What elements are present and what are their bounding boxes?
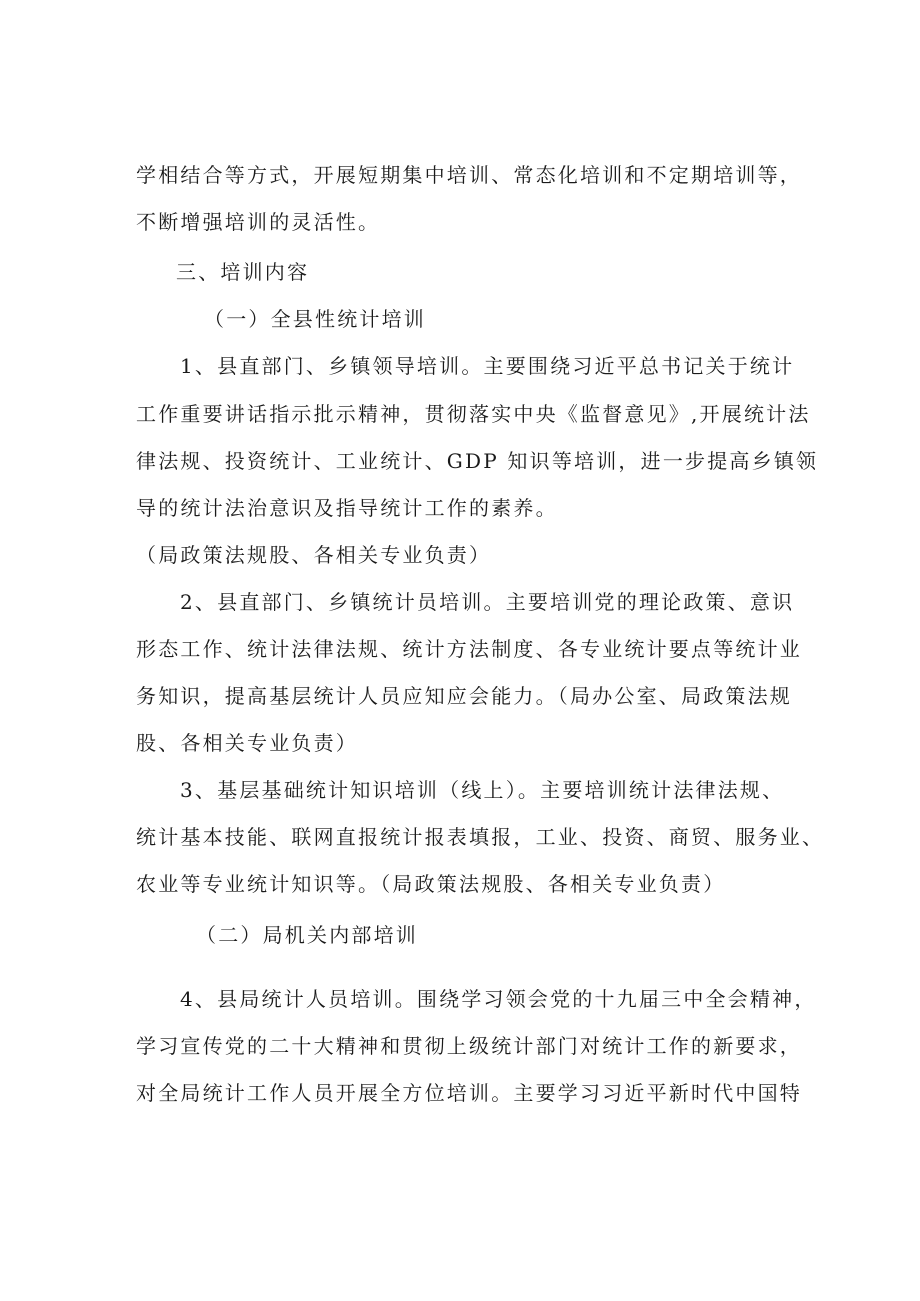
paragraph-line: 学习宣传党的二十大精神和贯彻上级统计部门对统计工作的新要求， [136, 1034, 802, 1058]
paragraph-line: 统计基本技能、联网直报统计报表填报，工业、投资、商贸、服务业、 [136, 825, 825, 849]
paragraph-line: 学相结合等方式，开展短期集中培训、常态化培训和不定期培训等， [136, 163, 802, 187]
paragraph-line: 形态工作、统计法律法规、统计方法制度、各专业统计要点等统计业 [136, 637, 802, 661]
paragraph-line: 工作重要讲话指示批示精神，贯彻落实中央《监督意见》,开展统计法 [136, 402, 811, 426]
paragraph-line: 4、县局统计人员培训。围绕学习领会党的十九届三中全会精神， [180, 987, 817, 1011]
responsibility-note: （局政策法规股、各相关专业负责） [136, 543, 492, 567]
paragraph-line: 导的统计法治意识及指导统计工作的素养。 [136, 496, 558, 520]
paragraph-line: 3、基层基础统计知识培训（线上）。主要培训统计法律法规、 [180, 778, 785, 802]
paragraph-line: 务知识，提高基层统计人员应知应会能力。（局办公室、局政策法规 [136, 684, 792, 708]
paragraph-line: 1、县直部门、乡镇领导培训。主要围绕习近平总书记关于统计 [180, 354, 795, 378]
subsection-heading: （一）全县性统计培训 [204, 307, 426, 331]
paragraph-line: 对全局统计工作人员开展全方位培训。主要学习习近平新时代中国特 [136, 1081, 802, 1105]
subsection-heading: （二）局机关内部培训 [196, 923, 418, 947]
paragraph-line: 股、各相关专业负责） [136, 731, 358, 755]
paragraph-line: 律法规、投资统计、工业统计、GDP 知识等培训，进一步提高乡镇领 [136, 449, 819, 473]
paragraph-line: 农业等专业统计知识等。（局政策法规股、各相关专业负责） [136, 872, 726, 896]
paragraph-line: 不断增强培训的灵活性。 [136, 210, 381, 234]
section-heading: 三、培训内容 [176, 260, 310, 284]
paragraph-line: 2、县直部门、乡镇统计员培训。主要培训党的理论政策、意识 [180, 590, 795, 614]
